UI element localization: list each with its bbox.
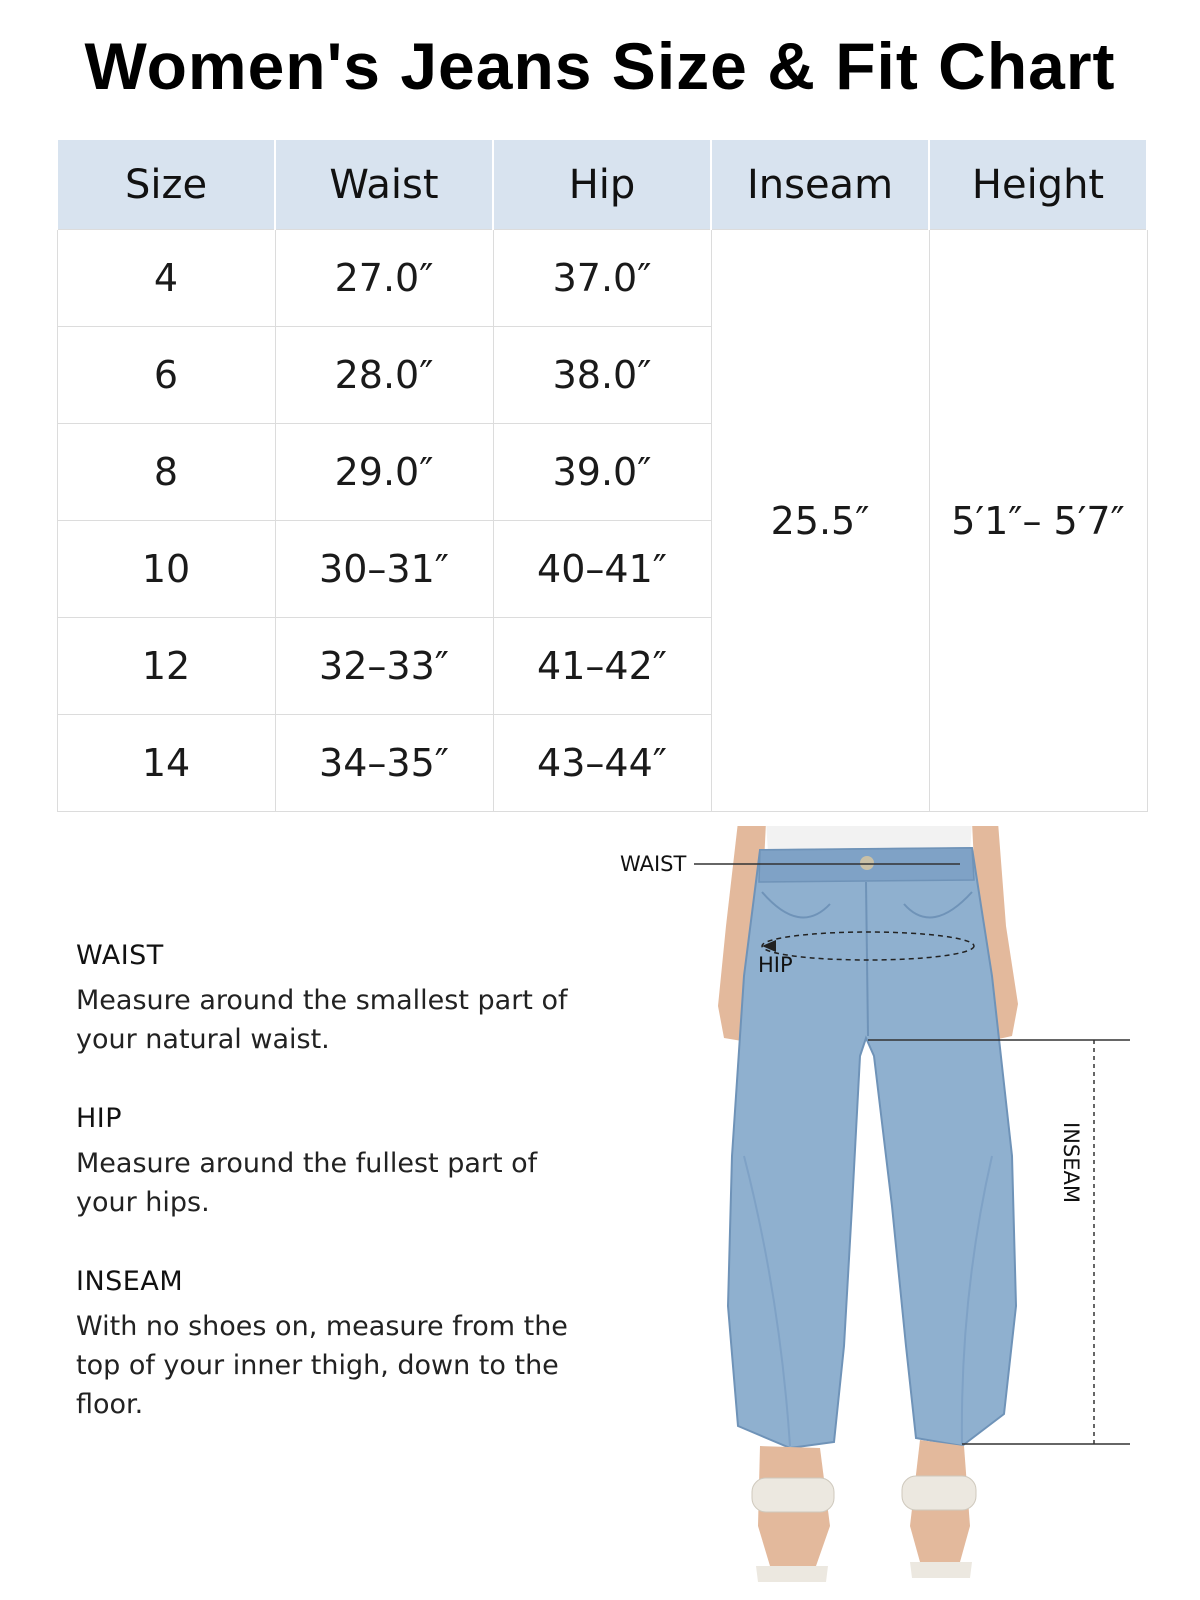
instruction-text: Measure around the smallest part of your natural waist. — [76, 985, 568, 1055]
instruction-text: With no shoes on, measure from the top of your inner thigh, down to the floor. — [76, 1311, 568, 1420]
waist-instruction — [76, 940, 596, 1059]
cell-hip: 39.0″ — [493, 424, 711, 521]
cell-waist: 27.0″ — [275, 230, 493, 327]
instruction-heading: HIP — [76, 1103, 123, 1134]
header-inseam: Inseam — [711, 140, 929, 230]
header-size: Size — [57, 140, 275, 230]
left-sandal-sole — [756, 1566, 828, 1582]
right-sandal-strap — [902, 1476, 976, 1510]
table-header-row — [57, 140, 1147, 230]
measuring-instructions — [76, 940, 596, 1468]
cell-size: 8 — [57, 424, 275, 521]
button — [860, 856, 874, 870]
cell-hip: 37.0″ — [493, 230, 711, 327]
cell-inseam: 25.5″ — [711, 230, 929, 812]
table-row — [57, 230, 1147, 327]
hip-instruction — [76, 1103, 596, 1222]
cell-hip: 43–44″ — [493, 715, 711, 812]
cell-size: 14 — [57, 715, 275, 812]
cell-hip: 41–42″ — [493, 618, 711, 715]
waist-label: WAIST — [620, 852, 687, 876]
cell-waist: 29.0″ — [275, 424, 493, 521]
hip-label: HIP — [758, 953, 793, 977]
header-hip: Hip — [493, 140, 711, 230]
cell-hip: 38.0″ — [493, 327, 711, 424]
cell-size: 4 — [57, 230, 275, 327]
cell-waist: 34–35″ — [275, 715, 493, 812]
instruction-heading: INSEAM — [76, 1266, 184, 1297]
size-chart-table — [56, 140, 1148, 812]
left-sandal-strap — [752, 1478, 834, 1512]
right-sandal-sole — [910, 1562, 972, 1578]
jeans-illustration — [620, 826, 1180, 1600]
inseam-instruction — [76, 1266, 596, 1424]
jeans-measurement-figure — [620, 826, 1180, 1600]
cell-waist: 32–33″ — [275, 618, 493, 715]
header-waist: Waist — [275, 140, 493, 230]
header-height: Height — [929, 140, 1147, 230]
cell-size: 10 — [57, 521, 275, 618]
jeans — [728, 848, 1016, 1448]
cell-waist: 28.0″ — [275, 327, 493, 424]
instruction-text: Measure around the fullest part of your hips. — [76, 1148, 538, 1218]
inseam-label: INSEAM — [1059, 1122, 1083, 1203]
page-title: Women's Jeans Size & Fit Chart — [84, 29, 1116, 103]
cell-height: 5′1″– 5′7″ — [929, 230, 1147, 812]
cell-size: 12 — [57, 618, 275, 715]
cell-size: 6 — [57, 327, 275, 424]
instruction-heading: WAIST — [76, 940, 164, 971]
cell-waist: 30–31″ — [275, 521, 493, 618]
cell-hip: 40–41″ — [493, 521, 711, 618]
